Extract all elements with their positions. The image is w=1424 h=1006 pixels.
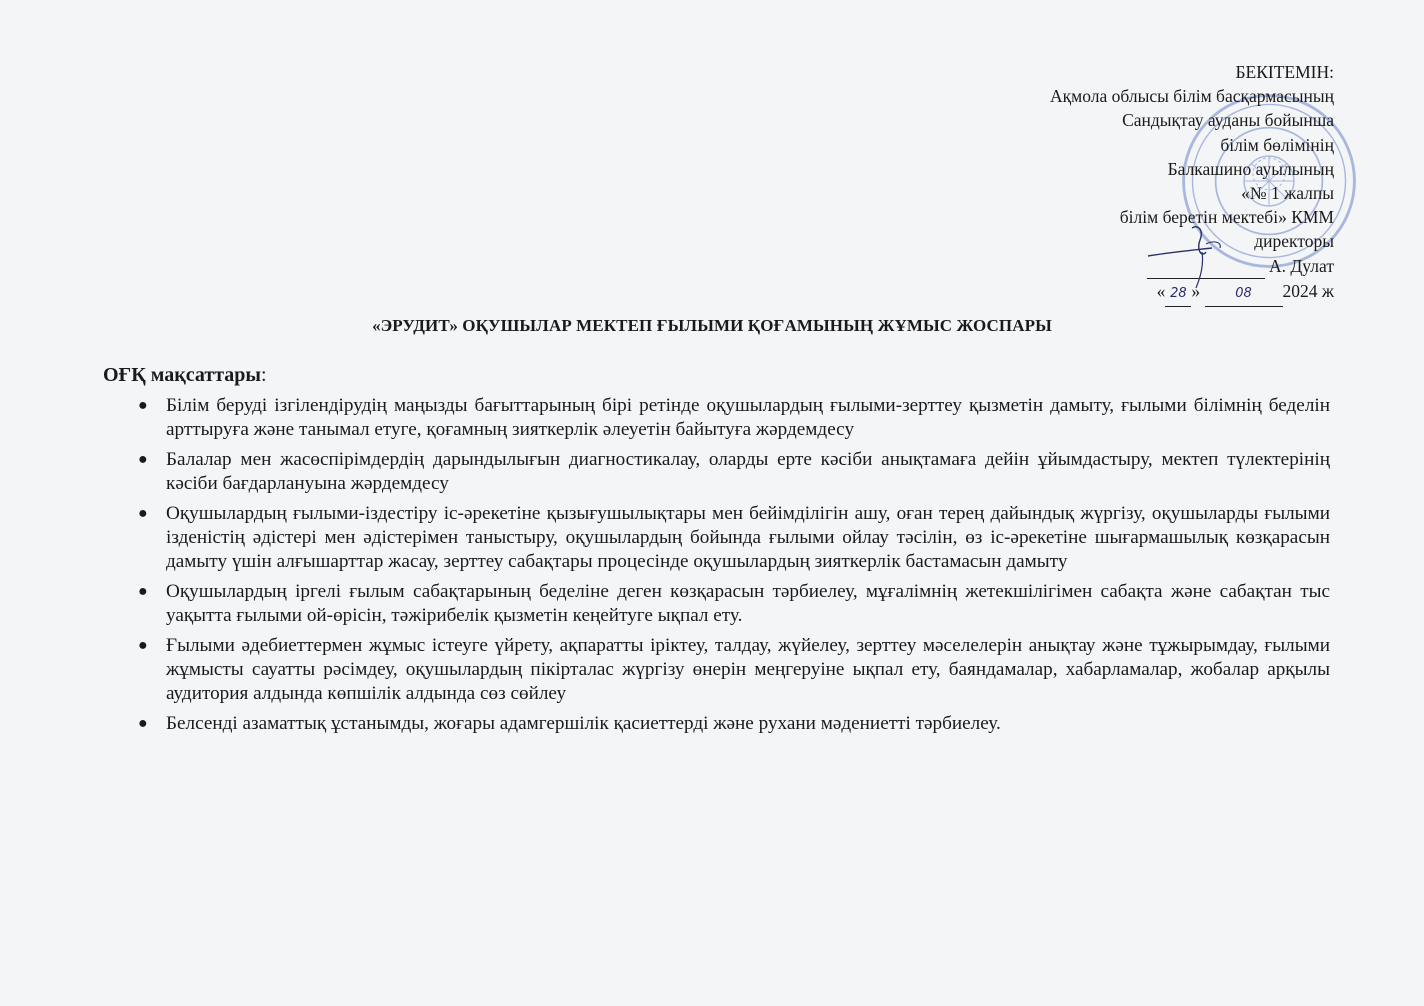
bullet-icon: ● bbox=[138, 637, 148, 654]
date-close-quote: » bbox=[1191, 280, 1201, 301]
date-open-quote: « bbox=[1156, 280, 1166, 301]
approval-line: директоры bbox=[1254, 231, 1334, 252]
date-year: 2024 ж bbox=[1282, 280, 1334, 301]
goals-heading-label: ОҒҚ мақсаттары bbox=[103, 364, 262, 386]
bullet-icon: ● bbox=[138, 505, 148, 522]
goal-text: Оқушылардың іргелі ғылым сабақтарының беделіне деген көзқарасын тәрбиелеу, мұғалімнің жетекшілігімен сабақта және сабақтан тыс уақытта ғылыми ой-өрісін, тәжірибелік қызметін кеңейтуге ықпал ету. bbox=[166, 581, 1330, 626]
date-day: 28 bbox=[1170, 285, 1187, 301]
list-item bbox=[138, 394, 1330, 442]
approval-line: білім беретін мектебі» КММ bbox=[1119, 207, 1334, 228]
bullet-icon: ● bbox=[138, 583, 148, 600]
bullet-icon: ● bbox=[138, 715, 148, 732]
approval-line: білім бөлімінің bbox=[1220, 134, 1334, 155]
bullet-icon: ● bbox=[138, 397, 148, 414]
goal-text: Балалар мен жасөспірімдердің дарындылығын диагностикалау, оларды ерте кәсіби анықтамаға дейін ұйымдастыру, мектеп түлектерінің кәсіби бағдарлануына жәрдемдесу bbox=[166, 449, 1330, 494]
bullet-icon: ● bbox=[138, 451, 148, 468]
approval-line: Сандықтау ауданы бойынша bbox=[1122, 110, 1334, 131]
goals-list bbox=[138, 394, 1330, 742]
list-item bbox=[138, 634, 1330, 706]
list-item bbox=[138, 448, 1330, 496]
goal-text: Оқушылардың ғылыми-іздестіру іс-әрекетіне қызығушылықтары мен бейімділігін ашу, оған терең дайындық жүргізу, оқушыларды ғылыми ізденістің әдістері мен әдістерімен таныстыру, оқушылардың бойында ғылыми ойлау тәсілін, өз іс-әрекетіне шығармашылық көзқарасын дамыту үшін алғышарттар жасау, зерттеу сабақтары процесінде оқушылардың зияткерлік бастамасын дамыту bbox=[166, 503, 1330, 572]
goals-heading-colon: : bbox=[261, 364, 267, 386]
approval-line: Балкашино ауылының bbox=[1167, 158, 1334, 179]
page-title: «ЭРУДИТ» ОҚУШЫЛАР МЕКТЕП ҒЫЛЫМИ ҚОҒАМЫНЫҢ ЖҰМЫС ЖОСПАРЫ bbox=[372, 316, 1052, 335]
date-month: 08 bbox=[1235, 285, 1252, 301]
list-item bbox=[138, 712, 1330, 736]
goal-text: Білім беруді ізгілендірудің маңызды бағыттарының бірі ретінде оқушылардың ғылыми-зерттеу қызметін дамыту, ғылыми білімнің беделін арттыруға және танымал етуге, қоғамның зияткерлік әлеуетін байытуға жәрдемдесу bbox=[166, 395, 1330, 440]
approval-heading: БЕКІТЕМІН: bbox=[1235, 62, 1334, 82]
goals-heading bbox=[103, 364, 267, 387]
director-signature-icon bbox=[1142, 222, 1260, 292]
goal-text: Ғылыми әдебиеттермен жұмыс істеуге үйрету, ақпаратты іріктеу, талдау, жүйелеу, зерттеу мәселелерін анықтау және тұжырымдау, ғылыми жұмысты сауатты рәсімдеу, оқушылардың пікірталас жүргізу өнерін меңгеруіне ықпал ету, баяндамалар, хабарламалар, жобалар арқылы аудитория алдында көпшілік алдында сөз сөйлеу bbox=[166, 635, 1330, 704]
director-name: А. Дулат bbox=[1268, 255, 1334, 276]
goal-text: Белсенді азаматтық ұстанымды, жоғары адамгершілік қасиеттерді және рухани мәдениетті тәрбиелеу. bbox=[166, 713, 1001, 734]
list-item bbox=[138, 502, 1330, 574]
list-item bbox=[138, 580, 1330, 628]
approval-line: Ақмола облысы білім басқармасының bbox=[1050, 86, 1334, 107]
approval-line: «№ 1 жалпы bbox=[1241, 183, 1334, 204]
